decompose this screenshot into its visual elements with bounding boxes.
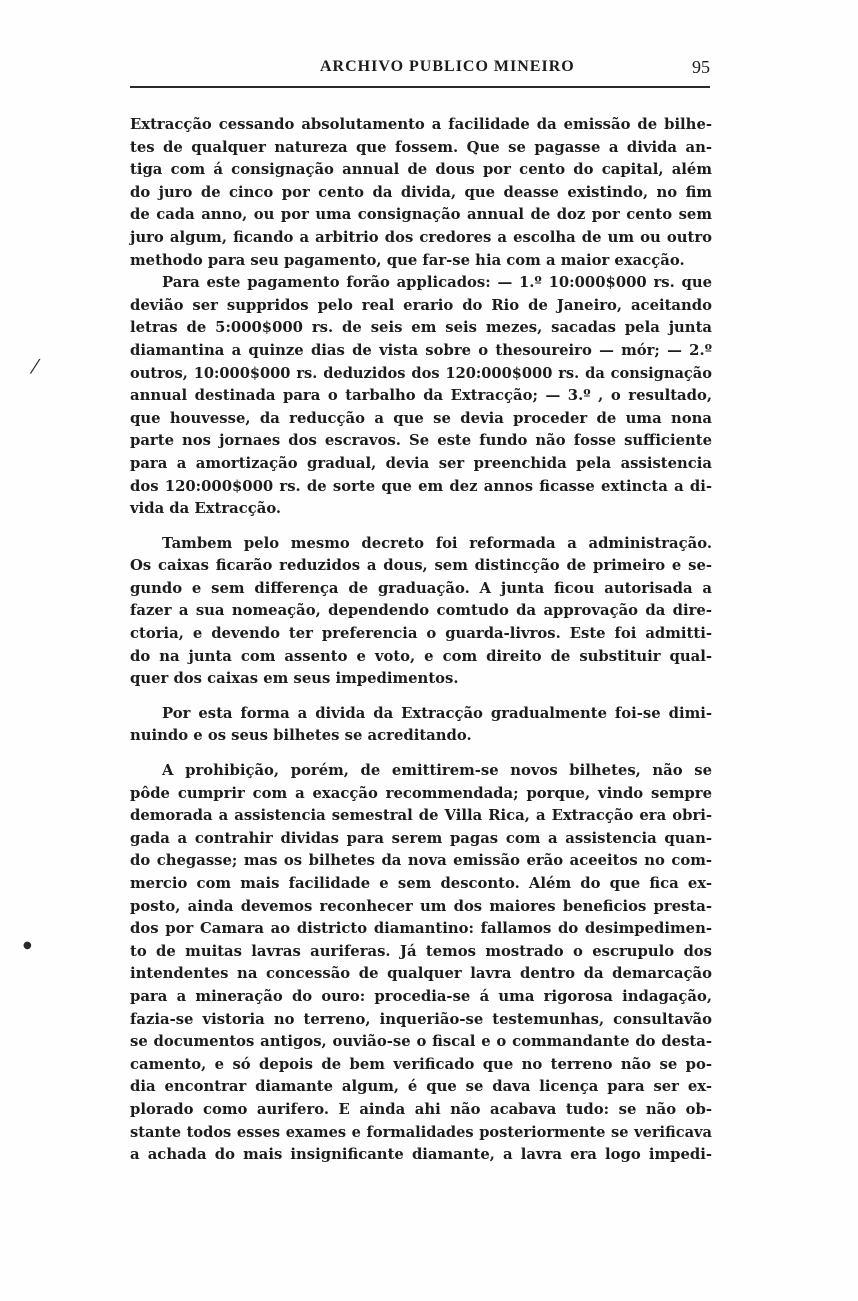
text-line: quer dos caixas em seus impedimentos. bbox=[130, 670, 459, 688]
text-line: demorada a assistencia semestral de Villa Rica, a Extracção era obri- bbox=[130, 807, 712, 825]
body-text bbox=[130, 114, 712, 1167]
text-line: dos por Camara ao districto diamantino: fallamos do desimpedimen- bbox=[130, 920, 712, 938]
text-line: Extracção cessando absolutamento a facilidade da emissão de bilhe- bbox=[130, 116, 712, 133]
text-line: A prohibição, porém, de emittirem-se novos bilhetes, não se bbox=[162, 762, 712, 780]
page-number: 95 bbox=[692, 57, 710, 77]
text-line: fazer a sua nomeação, dependendo comtudo da approvação da dire- bbox=[130, 602, 712, 620]
text-line: methodo para seu pagamento, que far-se hia com a maior exacção. bbox=[130, 251, 685, 269]
text-line: dos 120:000$000 rs. de sorte que em dez annos ficasse extincta a di- bbox=[130, 477, 712, 495]
paragraph-gap bbox=[130, 521, 712, 533]
text-line: letras de 5:000$000 rs. de seis em seis mezes, sacadas pela junta bbox=[130, 319, 712, 337]
paragraph-gap bbox=[130, 691, 712, 703]
text-line: fazia-se vistoria no terreno, inquerião-se testemunhas, consultavão bbox=[130, 1010, 712, 1028]
text-line: tiga com á consignação annual de dous por cento do capital, além bbox=[130, 161, 712, 179]
text-line: se documentos antigos, ouvião-se o fiscal e o commandante do desta- bbox=[130, 1033, 712, 1051]
text-line: para a amortização gradual, devia ser preenchida pela assistencia bbox=[130, 454, 712, 472]
text-line: stante todos esses exames e formalidades posteriormente se verificava bbox=[130, 1123, 712, 1141]
text-line: posto, ainda devemos reconhecer um dos maiores beneficios presta- bbox=[130, 897, 712, 915]
text-line: que houvesse, da reducção a que se devia proceder de uma nona bbox=[130, 409, 712, 427]
text-line: Para este pagamento forão applicados: — 1.º 10:000$000 rs. que bbox=[162, 274, 712, 292]
text-line: ctoria, e devendo ter preferencia o guarda-livros. Este foi admitti- bbox=[130, 625, 712, 643]
margin-mark: ● bbox=[23, 940, 32, 951]
header-rule bbox=[130, 86, 710, 88]
text-line: do chegasse; mas os bilhetes da nova emissão erão aceeitos no com- bbox=[130, 852, 712, 870]
text-line: juro algum, ficando a arbitrio dos credores a escolha de um ou outro bbox=[130, 228, 712, 246]
text-line: Tambem pelo mesmo decreto foi reformada a administração. bbox=[162, 534, 712, 552]
text-line: intendentes na concessão de qualquer lavra dentro da demarcação bbox=[130, 965, 712, 983]
text-line: do na junta com assento e voto, e com direito de substituir qual- bbox=[130, 647, 712, 665]
text-line: gundo e sem differença de graduação. A junta ficou autorisada a bbox=[130, 579, 712, 597]
text-line: do juro de cinco por cento da divida, que deasse existindo, no fim bbox=[130, 183, 712, 201]
text-line: camento, e só depois de bem verificado que no terreno não se po- bbox=[130, 1055, 712, 1073]
text-line: outros, 10:000$000 rs. deduzidos dos 120:000$000 rs. da consignação bbox=[130, 364, 712, 382]
text-line: mercio com mais facilidade e sem desconto. Além do que fica ex- bbox=[130, 875, 712, 892]
text-line: annual destinada para o tarbalho da Extracção; — 3.º , o resultado, bbox=[130, 387, 712, 405]
text-line: tes de qualquer natureza que fossem. Que se pagasse a divida an- bbox=[130, 138, 712, 156]
text-line: nuindo e os seus bilhetes se acreditando. bbox=[130, 727, 472, 745]
text-line: vida da Extracção. bbox=[130, 500, 282, 518]
text-line: a achada do mais insignificante diamante, a lavra era logo impedi- bbox=[130, 1146, 712, 1164]
text-line: pôde cumprir com a exacção recommendada; porque, vindo sempre bbox=[130, 784, 712, 802]
margin-mark: / bbox=[28, 356, 42, 377]
text-line: de cada anno, ou por uma consignação annual de doz por cento sem bbox=[130, 206, 712, 224]
page-header bbox=[130, 58, 710, 88]
text-line: Os caixas ficarão reduzidos a dous, sem distincção de primeiro e se- bbox=[130, 557, 712, 575]
text-line: plorado como aurifero. E ainda ahi não acabava tudo: se não ob- bbox=[130, 1100, 712, 1118]
text-line: dia encontrar diamante algum, é que se dava licença para ser ex- bbox=[130, 1078, 712, 1096]
text-line: devião ser suppridos pelo real erario do Rio de Janeiro, aceitando bbox=[130, 296, 712, 314]
text-line: Por esta forma a divida da Extracção gradualmente foi-se dimi- bbox=[162, 704, 712, 722]
paragraph-gap bbox=[130, 748, 712, 760]
running-title: ARCHIVO PUBLICO MINEIRO bbox=[320, 58, 575, 75]
text-line: diamantina a quinze dias de vista sobre o thesoureiro — mór; — 2.º bbox=[130, 341, 712, 359]
text-line: gada a contrahir dividas para serem pagas com a assistencia quan- bbox=[130, 829, 712, 847]
text-line: para a mineração do ouro: procedia-se á uma rigorosa indagação, bbox=[130, 987, 712, 1005]
text-line: to de muitas lavras auriferas. Já temos mostrado o escrupulo dos bbox=[130, 942, 712, 960]
text-line: parte nos jornaes dos escravos. Se este fundo não fosse sufficiente bbox=[130, 432, 712, 450]
